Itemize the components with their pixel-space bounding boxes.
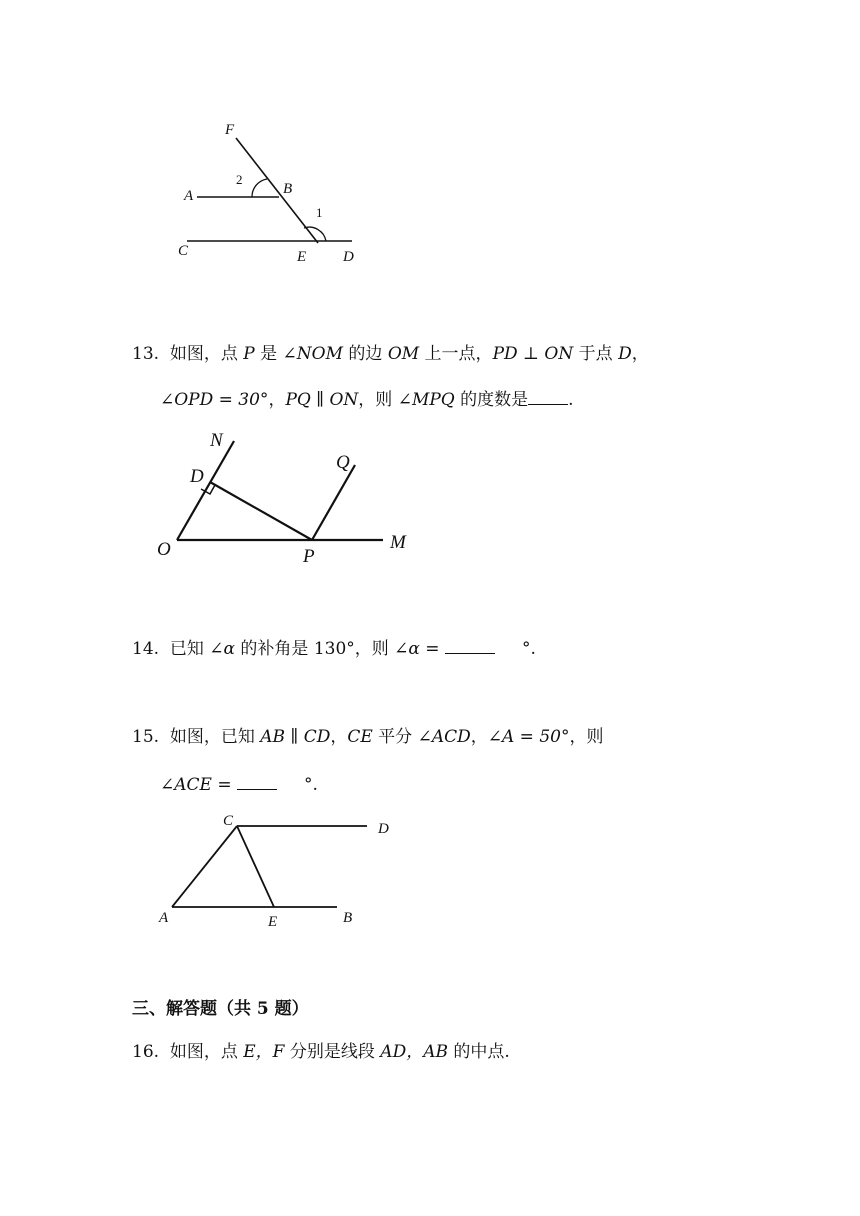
question-text: ， <box>330 727 348 747</box>
answer-blank[interactable] <box>528 386 568 405</box>
question-text: 于点 <box>573 344 619 364</box>
label-A: A <box>184 188 194 204</box>
question-15-line-2 <box>160 771 318 797</box>
question-text: 的边 <box>343 344 388 364</box>
degree-unit: °. <box>304 775 318 795</box>
question-text: ， <box>631 344 649 364</box>
math-PD-perp-ON: PD ⊥ ON <box>492 344 574 364</box>
label-D: D <box>378 821 389 837</box>
label-N: N <box>210 430 223 451</box>
question-13-line-1 <box>132 342 649 366</box>
question-14 <box>132 635 536 661</box>
question-text: ，则 <box>354 639 395 659</box>
math-angle-ACD: ∠ACD <box>417 727 471 747</box>
question-number: 13. <box>132 344 160 364</box>
math-P: P <box>243 344 255 364</box>
question-text: ，则 <box>569 727 604 747</box>
question-text: 平分 <box>372 727 418 747</box>
label-A: A <box>159 910 169 926</box>
question-text: 已知 <box>169 639 210 659</box>
question-text: ， <box>268 390 286 410</box>
math-AD-AB: AD，AB <box>380 1042 448 1062</box>
math-angle-OPD: ∠OPD = 30° <box>160 390 269 410</box>
answer-blank[interactable] <box>237 771 277 790</box>
math-E-F: E，F <box>243 1042 285 1062</box>
math-angle-NOM: ∠NOM <box>282 344 343 364</box>
question-15-line-1 <box>132 725 603 749</box>
question-number: 14. <box>132 639 160 659</box>
label-angle-1: 1 <box>316 205 323 220</box>
math-D: D <box>618 344 632 364</box>
question-text: 是 <box>254 344 283 364</box>
question-text: ，则 <box>358 390 398 410</box>
angle-2-arc <box>252 179 267 197</box>
label-B: B <box>343 910 353 926</box>
question-13-line-2 <box>160 386 574 412</box>
figure-q13 <box>150 425 420 575</box>
label-P: P <box>303 546 315 567</box>
label-O: O <box>157 539 171 560</box>
question-text: 分别是线段 <box>284 1042 381 1062</box>
line-CE <box>237 826 274 907</box>
math-angle-ACE: ∠ACE = <box>160 775 232 795</box>
question-text: 的补角是 <box>235 639 314 659</box>
label-B: B <box>283 181 293 197</box>
line-DP <box>210 482 312 540</box>
degree-unit: °. <box>521 639 536 659</box>
label-E: E <box>297 249 307 265</box>
math-angle-A: ∠A = 50° <box>487 727 570 747</box>
question-16 <box>132 1040 510 1064</box>
question-text: 如图，点 <box>169 1042 244 1062</box>
question-text: ， <box>470 727 488 747</box>
question-text: 的度数是 <box>454 390 529 410</box>
question-text: 上一点， <box>419 344 493 364</box>
math-CE: CE <box>347 727 373 747</box>
math-PQ-parallel-ON: PQ ∥ ON <box>285 390 359 410</box>
answer-blank[interactable] <box>445 635 495 654</box>
question-text: . <box>568 390 574 410</box>
label-F: F <box>225 122 235 138</box>
label-angle-2: 2 <box>236 172 243 187</box>
math-angle-MPQ: ∠MPQ <box>397 390 455 410</box>
figure-q12 <box>170 115 370 275</box>
question-text: 如图，点 <box>169 344 244 364</box>
math-alpha-eq: ∠α = <box>394 639 440 659</box>
label-C: C <box>178 243 189 259</box>
question-text: 的中点. <box>447 1042 510 1062</box>
question-number: 15. <box>132 727 160 747</box>
label-Q: Q <box>336 452 350 473</box>
label-E: E <box>268 914 278 930</box>
question-number: 16. <box>132 1042 160 1062</box>
label-M: M <box>390 532 406 553</box>
math-AB-parallel-CD: AB ∥ CD <box>260 727 331 747</box>
math-OM: OM <box>387 344 420 364</box>
label-D: D <box>190 466 204 487</box>
line-AC <box>172 826 237 907</box>
label-C: C <box>223 813 234 829</box>
figure-q15 <box>150 805 410 935</box>
question-text: 如图，已知 <box>169 727 261 747</box>
label-D: D <box>343 249 354 265</box>
line-PQ <box>312 465 355 540</box>
section-title: 三、解答题（共 5 题） <box>132 999 309 1019</box>
math-alpha: ∠α <box>209 639 235 659</box>
value-130: 130° <box>313 639 355 659</box>
